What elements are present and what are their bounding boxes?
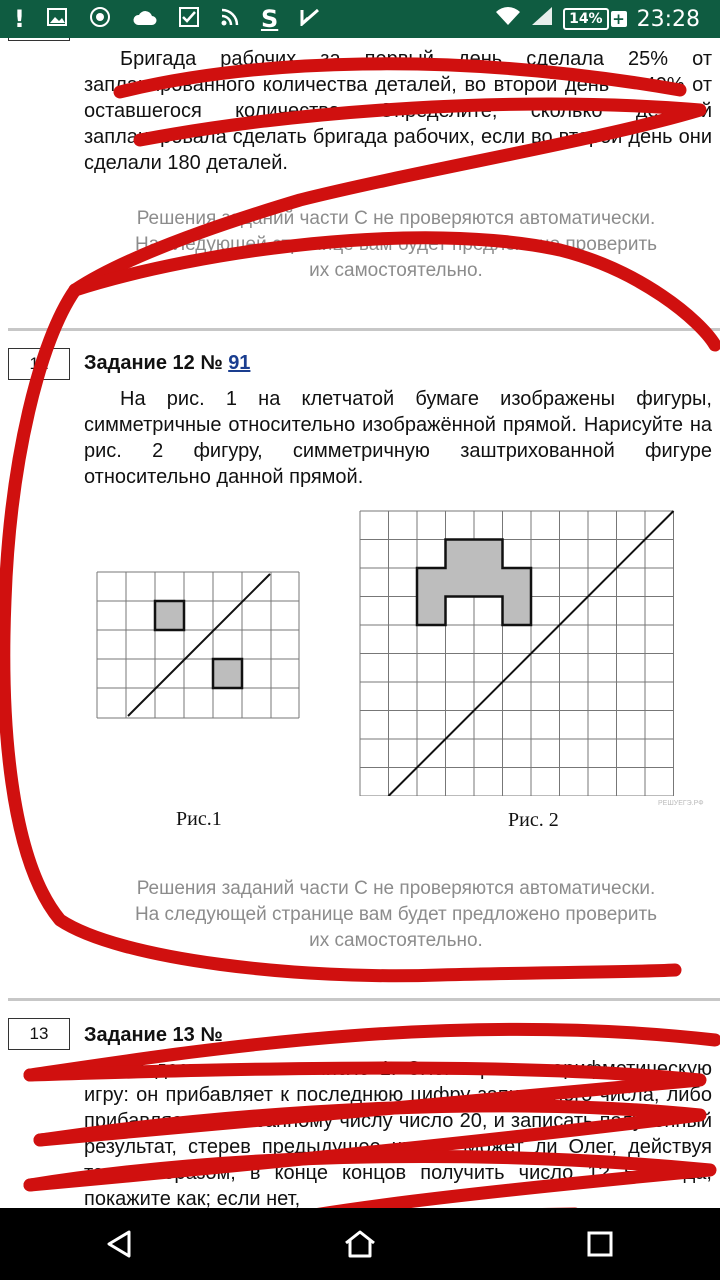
task13-title: Задание 13 № [84,1024,223,1046]
image-icon [47,7,67,31]
signal-icon [531,6,553,32]
task-number-box: 13 [8,1018,70,1050]
task12-note: Решения заданий части С не проверяются автоматически. На следующей странице вам будет предложено проверить их самостоятельно. [134,878,658,951]
back-button[interactable] [90,1214,150,1274]
fig2-caption: Рис. 2 [508,809,559,831]
navigation-bar [0,1208,720,1280]
figure-2 [359,510,705,796]
recent-apps-button[interactable] [570,1214,630,1274]
divider [8,328,720,331]
alert-icon: ! [14,5,25,33]
home-icon [343,1229,377,1259]
fig1-symmetry-line [128,574,270,716]
task11-text: Бригада рабочих за первый день сделала 25% от запланированного количества деталей, во второй день — 40% от оставшегося количества. Определите, сколько деталей запланировала сделать бригада рабочих, если во второй день они сделали 180 деталей. [84,48,712,174]
task12-link[interactable]: 91 [228,352,251,374]
task12-text: На рис. 1 на клетчатой бумаге изображены фигуры, симметричные относительно изображённой прямой. Нарисуйте на рис. 2 фигуру, симметричную заштрихованной фигуре относительно данной прямой. [84,388,712,488]
task13-text: На доске написано число 1. Олег играет в арифметическую игру: он прибавляет к последнюю цифру записанного числа, либо прибавляет к записанному числу число 20, и записать полученный результат, стерев предыдущее число. Может ли Олег, действуя таким образом, в конце концов получить число 1? Если да, покажите как; если нет, [84,1058,712,1208]
figure-1 [96,571,302,721]
home-button[interactable] [330,1214,390,1274]
fig1-square-top [155,601,184,630]
fig1-caption: Рис.1 [176,808,222,830]
chrome-icon [89,6,111,33]
task-number-box: 12 [8,348,70,380]
page-content [0,38,720,1208]
flag-icon [300,7,320,31]
battery-icon: 14% + [563,8,627,30]
watermark: РЕШУЕГЭ.РФ [658,800,704,807]
back-icon [105,1229,135,1259]
divider [8,998,720,1001]
clock: 23:28 [636,6,700,32]
fig1-square-bottom [213,659,242,688]
status-bar [0,0,720,38]
cloud-icon [133,7,157,31]
wifi-icon [495,6,521,32]
recent-apps-icon [586,1230,614,1258]
s-app-icon: S [260,5,279,33]
check-icon [179,7,199,32]
battery-percent: 14% [563,8,609,30]
task12-title: Задание 12 № 91 [84,352,251,374]
rss-icon [221,7,239,31]
task-number-box-cut [8,38,70,41]
task11-note: Решения заданий части С не проверяются автоматически. На следующей странице вам будет предложено проверить их самостоятельно. [134,208,658,281]
